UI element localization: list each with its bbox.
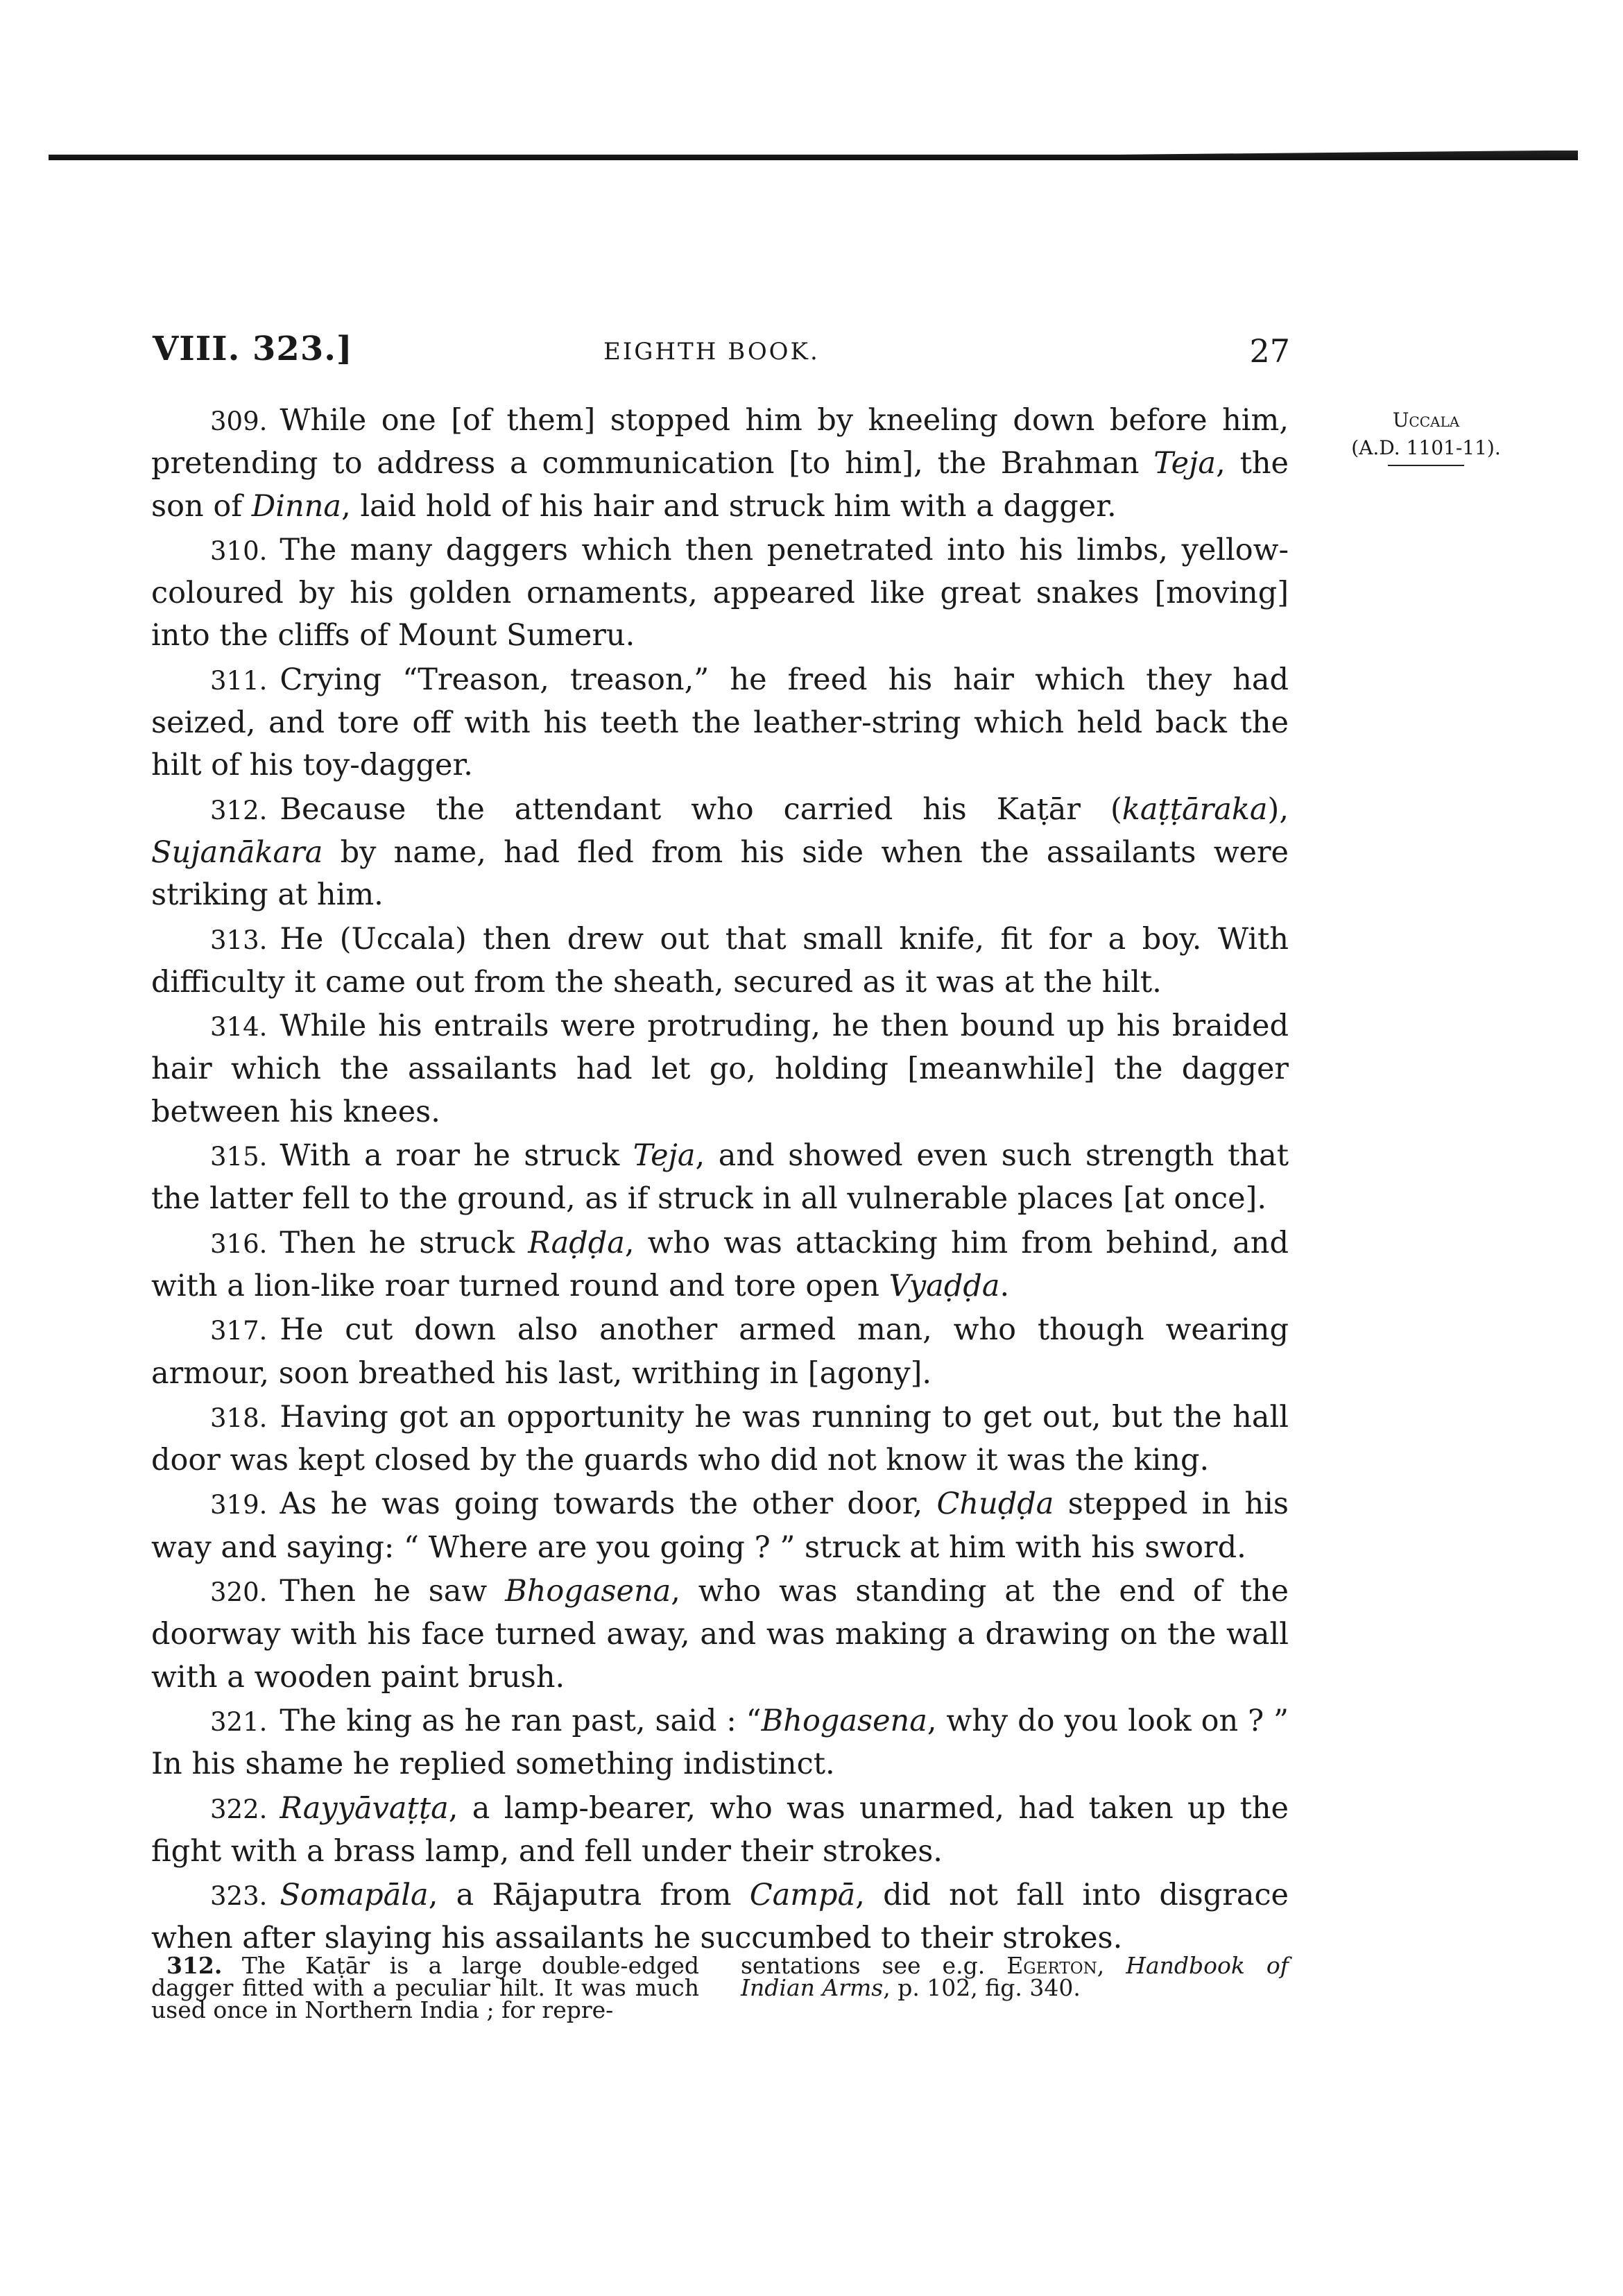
verse-number: 322. [210, 1794, 268, 1824]
footnote-number: 312. [166, 1952, 223, 1979]
footnote-right-column [741, 1952, 1289, 2021]
verse-italic-name: Bhogasena [505, 1574, 671, 1609]
verse-text: Because the attendant who carried his Kaṭār ( [280, 791, 1122, 827]
verse-text: As he was going towards the other door, [280, 1487, 937, 1522]
verse-number: 316. [210, 1228, 268, 1259]
book-title: EIGHTH BOOK. [603, 338, 820, 366]
verse-text: . [999, 1268, 1010, 1303]
verse-italic-name: Teja [633, 1138, 696, 1174]
verse-paragraph [151, 1483, 1289, 1569]
verse-paragraph [151, 400, 1289, 528]
verse-text: , who was standing at the end of the doorway with his face turned away, and was making a drawing on the wall with a wooden paint brush. [151, 1574, 1289, 1695]
verse-number: 317. [210, 1316, 268, 1346]
verse-number: 315. [210, 1142, 268, 1172]
verse-italic-name: Teja [1153, 446, 1217, 481]
verse-text: , did not fall into disgrace when after slaying his assailants he succumbed to their strokes. [151, 1878, 1289, 1956]
verse-text: , a Rājaputra from [428, 1878, 750, 1913]
running-head [153, 329, 1290, 371]
verse-italic-name: Bhogasena [761, 1703, 927, 1738]
footnote-reference: , p. 102, fig. 340. [883, 1974, 1081, 2001]
margin-note-king: Uccala [1392, 409, 1460, 431]
verse-number: 321. [210, 1706, 268, 1737]
verse-text: , laid hold of his hair and struck him with a dagger. [341, 488, 1117, 524]
verse-number: 323. [210, 1881, 268, 1912]
verse-text: Crying “Treason, treason,” he freed his hair which they had seized, and tore off with his teeth the leather-string which held back the hilt of his toy-dagger. [151, 662, 1289, 783]
verse-italic-name: Somapāla [280, 1878, 429, 1913]
verse-italic-name: Sujanākara [151, 834, 323, 870]
verse-text: , a lamp-bearer, who was unarmed, had taken up the fight with a brass lamp, and fell under their strokes. [151, 1790, 1289, 1869]
verse-text: Then he struck [280, 1225, 529, 1260]
verse-text: While one [of them] stopped him by kneeling down before him, pretending to address a communication [to him], the Brahman [151, 403, 1289, 481]
verse-text: , the son of [151, 446, 1289, 524]
footnote-block [151, 1952, 1289, 2023]
verse-paragraph [151, 1135, 1289, 1221]
verse-text: , why do you look on ? ” In his shame he replied something indistinct. [151, 1703, 1289, 1782]
verse-italic-name: kaṭṭāraka [1122, 791, 1268, 827]
verse-number: 310. [210, 536, 268, 566]
margin-note-rule [1388, 465, 1464, 466]
verse-number: 309. [210, 406, 268, 436]
verse-text: Having got an opportunity he was running to get out, but the hall door was kept closed by the guards who did not know it was the king. [151, 1399, 1289, 1478]
verse-text: While his entrails were protruding, he then bound up his braided hair which the assailants had let go, holding [meanwhile] the dagger between his knees. [151, 1009, 1289, 1129]
verse-number: 312. [210, 795, 268, 825]
verse-text: He (Uccala) then drew out that small knife, fit for a boy. With difficulty it came out from the sheath, secured as it was at the hilt. [151, 921, 1289, 1000]
verse-number: 313. [210, 925, 268, 955]
footnote-author: Egerton [1006, 1952, 1097, 1979]
footnote-left-column [151, 1952, 699, 2023]
verse-text: by name, had fled from his side when the assailants were striking at him. [151, 834, 1289, 913]
verse-text: stepped in his way and saying: “ Where are you going ? ” struck at him with his sword. [151, 1487, 1289, 1565]
verse-italic-name: Campā [749, 1878, 856, 1913]
verse-italic-name: Chuḍḍa [936, 1487, 1054, 1522]
verse-text: Then he saw [280, 1574, 506, 1609]
verse-paragraph [151, 1788, 1289, 1874]
verse-italic-name: Dinna [251, 488, 342, 524]
verse-text: ), [1267, 791, 1289, 827]
verse-number: 318. [210, 1403, 268, 1433]
verse-number: 320. [210, 1577, 268, 1608]
verse-italic-name: Vyaḍḍa [888, 1268, 1000, 1303]
section-reference: VIII. 323.] [153, 329, 353, 368]
verse-paragraph [151, 1005, 1289, 1133]
verse-paragraph [151, 659, 1289, 787]
verse-paragraph [151, 1570, 1289, 1699]
verse-text: He cut down also another armed man, who though wearing armour, soon breathed his last, writhing in [agony]. [151, 1312, 1289, 1391]
verse-paragraph [151, 1309, 1289, 1395]
verse-italic-name: Rayyāvaṭṭa [280, 1790, 449, 1826]
margin-note [1343, 406, 1509, 466]
verse-paragraph [151, 1700, 1289, 1786]
margin-note-dates: (A.D. 1101-11). [1351, 436, 1501, 459]
main-text [151, 400, 1289, 1962]
footnote-separator: , [1097, 1952, 1126, 1979]
verse-text: With a roar he struck [280, 1138, 633, 1174]
verse-paragraph [151, 1222, 1289, 1308]
verse-paragraph [151, 529, 1289, 658]
verse-number: 314. [210, 1012, 268, 1043]
verse-paragraph [151, 1874, 1289, 1960]
verse-paragraph [151, 1396, 1289, 1482]
verse-text: , and showed even such strength that the latter fell to the ground, as if struck in all vulnerable places [at once]. [151, 1138, 1289, 1217]
verse-text: The king as he ran past, said : “ [280, 1703, 762, 1738]
footnote-text-right: sentations see e.g. [741, 1952, 1007, 1979]
verse-text: The many daggers which then penetrated into his limbs, yellow-coloured by his golden ornaments, appeared like great snakes [moving] into the cliffs of Mount Sumeru. [151, 532, 1289, 653]
verse-text: , who was attacking him from behind, and with a lion-like roar turned round and tore open [151, 1225, 1289, 1303]
verse-italic-name: Raḍḍa [528, 1225, 625, 1260]
footnote-text-left: The Kaṭār is a large double-edged dagger fitted with a peculiar hilt. It was much used once in Northern India ; for repre- [151, 1952, 699, 2023]
footnote-book-title: Handbook of Indian Arms [741, 1952, 1289, 2001]
verse-paragraph [151, 789, 1289, 917]
page-number: 27 [1249, 332, 1290, 370]
verse-number: 319. [210, 1490, 268, 1520]
top-rule [49, 151, 1578, 160]
verse-number: 311. [210, 665, 268, 696]
verse-paragraph [151, 918, 1289, 1004]
